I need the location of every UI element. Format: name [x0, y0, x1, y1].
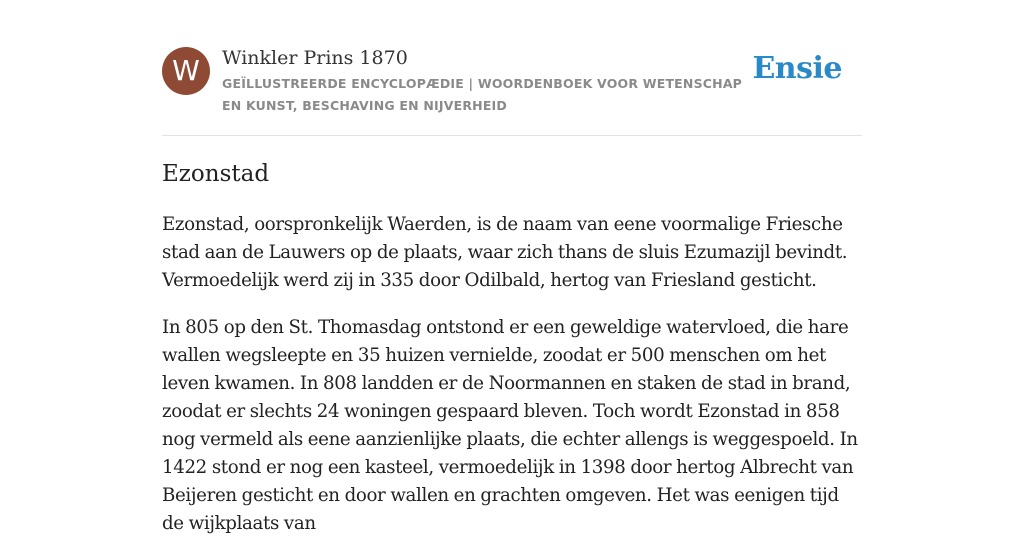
source-header — [162, 45, 862, 135]
article-paragraph: In 805 op den St. Thomasdag ontstond er een geweldige watervloed, die hare wallen wegsleepte en 35 huizen vernielde, zoodat er 500 menschen om het leven kwamen. In 808 landden er de Noormannen en staken de stad in brand, zoodat er slechts 24 woningen gespaard bleven. Toch wordt Ezonstad in 858 nog vermeld als eene aanzienlijke plaats, die echter allengs is weggespoeld. In 1422 stond er nog een kasteel, vermoedelijk in 1398 door hertog Albrecht van Beijeren gesticht en door wallen en grachten omgeven. Het was eenigen tijd de wijkplaats van — [162, 317, 858, 534]
article-title: Ezonstad — [162, 161, 270, 187]
source-avatar[interactable]: W — [162, 47, 210, 95]
header-divider — [162, 135, 862, 136]
ensie-logo[interactable]: Ensie — [752, 51, 842, 86]
source-subtitle: GEÏLLUSTREERDE ENCYCLOPÆDIE | WOORDENBOEK VOOR WETENSCHAP EN KUNST, BESCHAVING EN NIJVERHEID — [222, 76, 743, 113]
article-body — [162, 211, 862, 557]
source-title[interactable]: Winkler Prins 1870 — [222, 47, 408, 69]
article-paragraph: Ezonstad, oorspronkelijk Waerden, is de naam van eene voormalige Friesche stad aan de Lauwers op de plaats, waar zich thans de sluis Ezumazijl bevindt. Vermoedelijk werd zij in 335 door Odilbald, hertog van Friesland gesticht. — [162, 214, 848, 291]
